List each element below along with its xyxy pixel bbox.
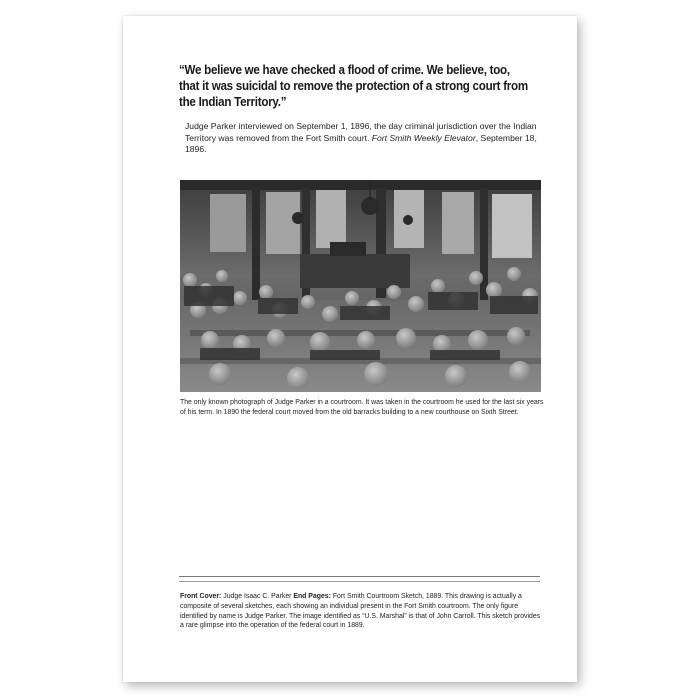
courtroom-photograph: [180, 180, 541, 392]
courtroom-photo-image: [180, 180, 541, 392]
source-date: , September 18, 1896.: [185, 132, 537, 155]
end-pages-label: End Pages:: [293, 593, 331, 600]
quote-attribution: [185, 121, 545, 156]
end-pages-text: Fort Smith Courtroom Sketch, 1889. This drawing is actually a composite of several sketches, each showing an individual present in the Fort Smith courtroom. The only figure identified by name is Judge Parker. The image identified as “U.S. Marshal” is that of John Carroll. This sketch provides a rare glimpse into the operation of the federal court in 1889.: [180, 593, 541, 630]
photo-caption: The only known photograph of Judge Parker in a courtroom. It was taken in the courtroom he used for the last six years of his term. In 1890 the federal court moved from the old barracks building to a new courthouse on Sixth Street.: [180, 399, 544, 416]
attribution-text: Judge Parker interviewed on September 1, 1896, the day criminal jurisdiction over the Indian Territory was removed from the Fort Smith court.: [185, 121, 537, 143]
pull-quote: “We believe we have checked a flood of crime. We believe, too, that it was suicidal to remove the protection of a strong court from the Indian Territory.”: [179, 62, 528, 109]
section-divider-line-thin: [179, 581, 540, 582]
front-cover-text: Judge Isaac C. Parker: [221, 593, 294, 600]
section-divider-line: [179, 576, 540, 577]
cover-credits-note: [180, 592, 544, 631]
source-title: Fort Smith Weekly Elevator: [371, 132, 476, 143]
book-page: [123, 16, 577, 682]
front-cover-label: Front Cover:: [180, 593, 222, 600]
